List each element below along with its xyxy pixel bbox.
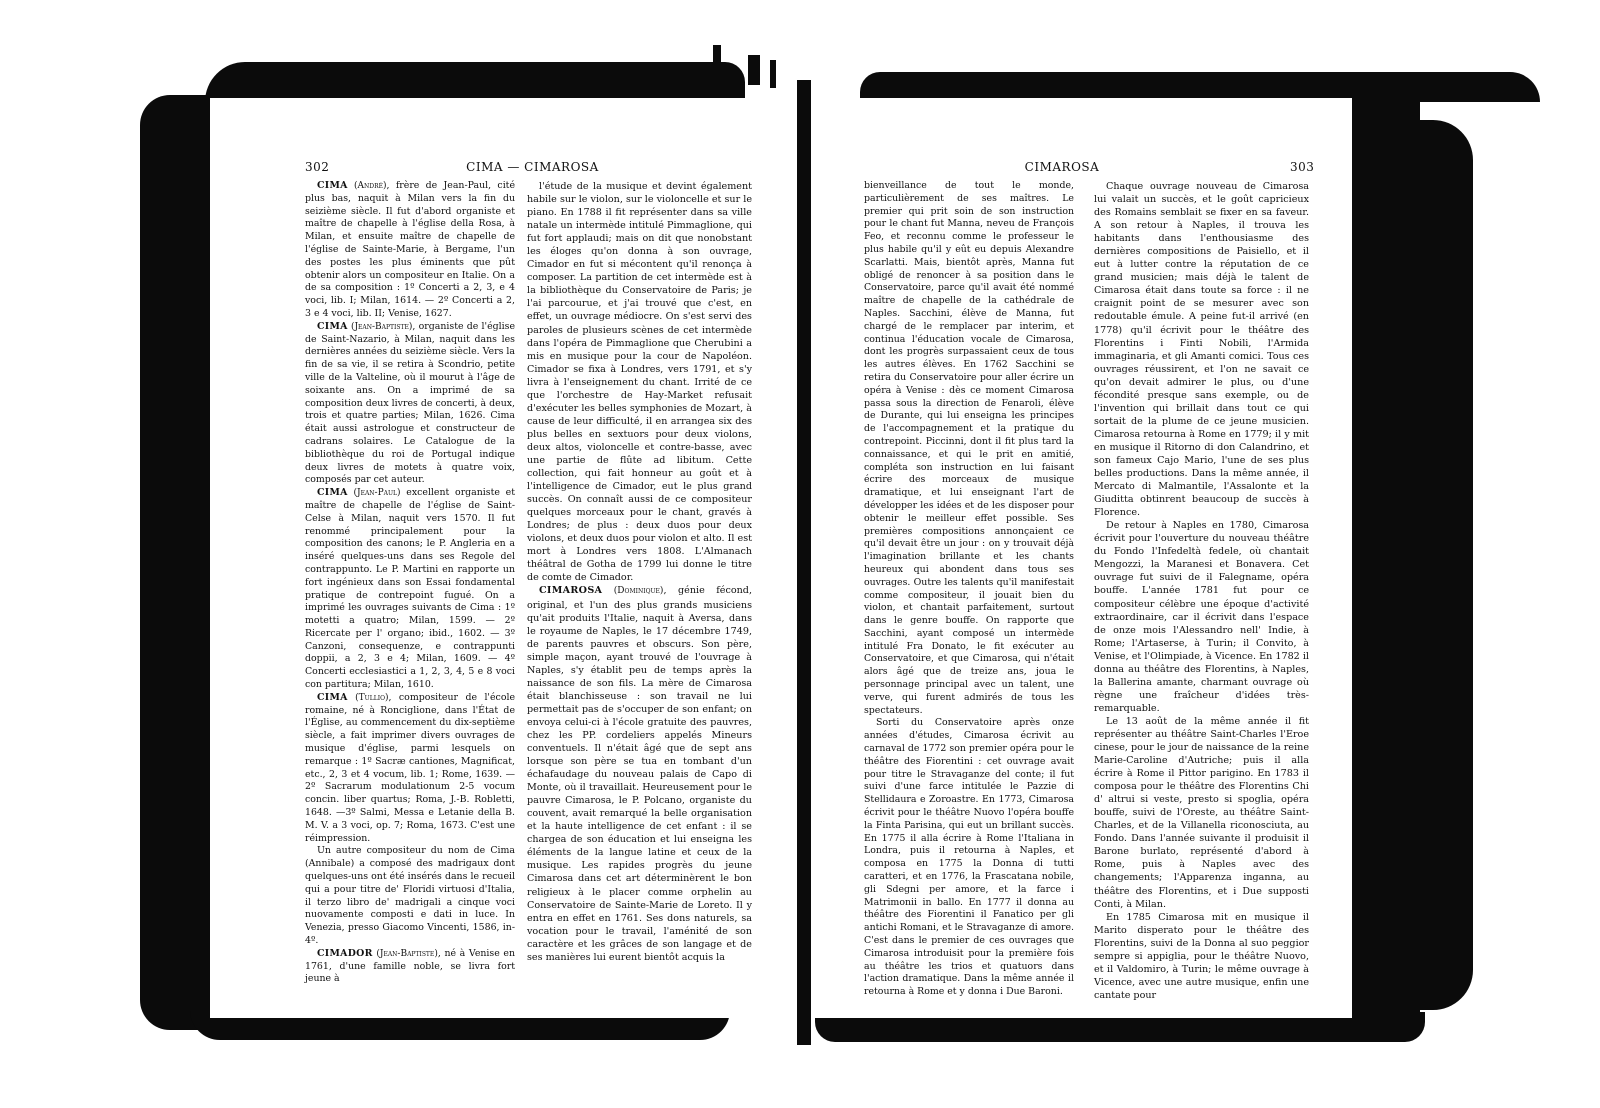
paragraph bbox=[1094, 519, 1309, 715]
scan-shadow-right bbox=[1350, 90, 1420, 1030]
paragraph bbox=[1094, 180, 1309, 519]
dictionary-entry bbox=[305, 948, 515, 986]
running-head bbox=[812, 160, 1352, 178]
text-column-2 bbox=[1094, 180, 1309, 1002]
scan-mark bbox=[770, 60, 776, 88]
scan-mark bbox=[713, 45, 721, 90]
text-column-2 bbox=[527, 180, 752, 964]
dictionary-entry bbox=[305, 180, 515, 321]
entry-forename: (Dominique) bbox=[613, 586, 664, 597]
scan-shadow-top-left bbox=[205, 62, 745, 102]
paragraph bbox=[1094, 715, 1309, 911]
entry-headword: CIMAROSA bbox=[539, 585, 603, 597]
entry-text: , né à Venise en 1761, d'une famille noble, se livra fort jeune à bbox=[305, 947, 516, 985]
entry-text: , organiste de l'église de Saint-Nazario, à Milan, naquit dans les dernières années du seizième siècle. Vers la fin de sa vie, il se retira à Scondrio, petite ville de la Valteline, où il mourut à l'âge de soixante ans. On a imprimé de sa composition deux livres de concerti, à deux, trois et quatre parties; Milan, 1626. Cima était aussi astrologue et constructeur de cadrans solaires. Le Catalogue de la bibliothèque du roi de Portugal indique deux livres de motets à quatre voix, composés par cet auteur. bbox=[305, 320, 515, 486]
entry-text: , compositeur de l'école romaine, né à Ronciglione, dans l'État de l'Église, au commencement du dix-septième siècle, a fait imprimer divers ouvrages de musique d'église, parmi lesquels on remarque : 1º Sacræ cantiones, Magnificat, etc., 2, 3 et 4 vocum, lib. 1; Rome, 1639. — 2º Sacrarum modulationum 2-5 vocum concin. liber quartus; Roma, J.-B. Robletti, 1648. —3º Salmi, Messa e Letanie della B. M. V. a 3 voci, op. 7; Roma, 1673. C'est une réimpression. bbox=[305, 691, 516, 844]
entry-text: Chaque ouvrage nouveau de Cimarosa lui valait un succès, et le goût capricieux des Romains semblait se fixer en sa faveur. A son retour à Naples, il trouva les habitants dans l'enthousiasme des dernières compositions de Paisiello, et il eut à lutter contre la réputation de ce grand musicien; mais déjà le talent de Cimarosa était dans toute sa force : il ne craignit point de se mesurer avec son redoutable émule. A peine fut-il arrivé (en 1778) qu'il écrivit pour le théâtre des Florentins i Finti Nobili, l'Armida immaginaria, et gli Amanti comici. Tous ces ouvrages réussirent, et l'on ne savait ce qu'on devait admirer le plus, ou d'une fécondité presque sans exemple, ou de l'invention qui brillait dans tout ce qui sortait de la plume de ce jeune musicien. Cimarosa retourna à Rome en 1779; il y mit en musique il Ritorno di don Calandrino, et son fameux Cajo Mario, l'une de ses plus belles productions. Dans la même année, il Mercato di Malmantile, l'Assalonte et la Giuditta obtinrent beaucoup de succès à Florence. bbox=[1094, 181, 1309, 519]
text-column-1 bbox=[864, 180, 1074, 999]
scan-mark bbox=[748, 55, 760, 85]
entry-text: En 1785 Cimarosa mit en musique il Marito disperato pour le théâtre des Florentins, suivi de la Donna al suo peggior sempre si appiglia, pour le théâtre Nuovo, et il Valdomiro, à Turin; le même ouvrage à Vicence, avec une autre musique, enfin une cantate pour bbox=[1094, 911, 1309, 1001]
entry-headword: CIMA bbox=[317, 320, 348, 332]
paragraph bbox=[305, 845, 515, 947]
entry-text: l'étude de la musique et devint également habile sur le violon, sur le violoncelle et sur le piano. En 1788 il fit représenter dans sa ville natale un intermède intitulé Pimmaglione, qui fut fort applaudi; mais on dit que nonobstant les éloges qu'on donna à son ouvrage, Cimador en fut si mécontent qu'il renonça à composer. La partition de cet intermède est à la bibliothèque du Conservatoire de Paris; je l'ai parcourue, et j'ai trouvé que c'est, en effet, un ouvrage médiocre. On s'est servi des paroles de plusieurs scènes de cet intermède dans l'opéra de Pimmaglione que Cherubini a mis en musique pour la cour de Napoléon. Cimador se fixa à Londres, vers 1791, et s'y livra à l'enseignement du chant. Irrité de ce que l'orchestre de Hay-Market refusait d'exécuter les belles symphonies de Mozart, à cause de leur difficulté, il en arrangea six des plus belles en sextuors pour deux violons, deux altos, violoncelle et contre-basse, avec une partie de flûte ad libitum. Cette collection, qui fait honneur au goût et à l'intelligence de Cimador, eut le plus grand succès. On connaît aussi de ce compositeur quelques morceaux pour le chant, gravés à Londres; de plus : deux duos pour deux violons, et deux duos pour violon et alto. Il est mort à Londres vers 1808. L'Almanach théâtral de Gotha de 1799 lui donne le titre de comte de Cimador. bbox=[527, 181, 752, 584]
running-head bbox=[210, 160, 795, 178]
entry-headword: CIMA bbox=[317, 691, 348, 703]
entry-headword: CIMA bbox=[317, 180, 348, 191]
scan-shadow-left bbox=[140, 95, 210, 1030]
entry-text: Le 13 août de la même année il fit représenter au théâtre Saint-Charles l'Eroe cinese, pour le jour de naissance de la reine Marie-Caroline d'Autriche; puis il alla écrire à Rome il Pittor parigino. En 1783 il composa pour le théâtre des Florentins Chi d' altrui si veste, presto si spoglia, opéra bouffe, suivi de l'Oreste, au théâtre Saint-Charles, et de la Villanella riconosciuta, au Fondo. Dans l'année suivante il produisit il Barone burlato, représenté d'abord à Rome, puis à Naples avec des changements; l'Apparenza inganna, au théâtre des Florentins, et i Due supposti Conti, à Milan. bbox=[1094, 715, 1309, 910]
entry-headword: CIMA bbox=[317, 487, 348, 499]
entry-text: Sorti du Conservatoire après onze années d'études, Cimarosa écrivit au carnaval de 1772 son premier opéra pour le théâtre des Fiorentini : cet ouvrage avait pour titre le Stravaganze del conte; il fut suivi d'une farce intitulée le Pazzie di Stellidaura e Zoroastre. En 1773, Cimarosa écrivit pour le théâtre Nuovo l'opéra bouffe la Finta Parisina, qui eut un brillant succès. En 1775 il alla écrire à Rome l'Italiana in Londra, puis il retourna à Naples, et composa en 1775 la Donna di tutti caratteri, et en 1776, la Frascatana nobile, gli Sdegni per amore, et la farce i Matrimonii in ballo. En 1777 il donna au théâtre des Fiorentini il Fanatico per gli antichi Romani, et le Stravaganze di amore. C'est dans le premier de ces ouvrages que Cimarosa introduisit pour la première fois au théâtre les trios et quatuors dans l'action dramatique. Dans la même année il retourna à Rome et y donna i Due Baroni. bbox=[864, 717, 1074, 998]
running-title: CIMA — CIMAROSA bbox=[466, 160, 599, 174]
running-title: CIMAROSA bbox=[1024, 160, 1100, 174]
entry-text: Un autre compositeur du nom de Cima (Annibale) a composé des madrigaux dont quelques-uns ont été insérés dans le recueil qui a pour titre de' Floridi virtuosi d'Italia, il terzo libro de' madrigali a cinque voci nuovamente composti e dati in luce. In Venezia, presso Giacomo Vincenti, 1586, in-4º. bbox=[305, 845, 515, 947]
entry-text: , frère de Jean-Paul, cité plus bas, naquit à Milan vers la fin du seizième siècle. Il fut d'abord organiste et maître de chapelle à l'église della Rosa, à Milan, et ensuite maître de chapelle de l'église de Sainte-Marie, à Bergame, l'un des postes les plus éminents que pût obtenir alors un compositeur en Italie. On a de sa composition : 1º Concerti a 2, 3, e 4 voci, lib. I; Milan, 1614. — 2º Concerti a 2, 3 e 4 voci, lib. II; Venise, 1627. bbox=[305, 180, 516, 319]
entry-text: bienveillance de tout le monde, particulièrement de ses maîtres. Le premier qui prit soin de son instruction pour le chant fut Manna, neveu de François Feo, et reconnu comme le professeur le plus habile qu'il y eût eu depuis Alexandre Scarlatti. Mais, bientôt après, Manna fut obligé de renoncer à sa position dans le Conservatoire, parce qu'il avait été nommé maître de chapelle de la cathédrale de Naples. Sacchini, élève de Manna, fut chargé de le remplacer par interim, et continua l'éducation vocale de Cimarosa, dont les progrès surpassaient ceux de tous les autres élèves. En 1762 Sacchini se retira du Conservatoire pour aller écrire un opéra à Venise : dès ce moment Cimarosa passa sous la direction de Fenaroli, élève de Durante, qui lui enseigna les principes de l'accompagnement et la pratique du contrepoint. Piccinni, dont il fit plus tard la connaissance, et qui le prit en amitié, compléta son instruction en lui faisant écrire des morceaux de musique dramatique, et lui enseignant l'art de développer les idées et de les disposer pour obtenir le meilleur effet possible. Ses premières compositions annonçaient ce qu'il devait être un jour : on y trouvait déjà l'imagination brillante et les chants heureux qui abondent dans tous ses ouvrages. Outre les talents qu'il manifestait comme compositeur, il jouait bien du violon, et chantait parfaitement, surtout dans le genre bouffe. On rapporte que Sacchini, ayant composé un intermède intitulé Fra Donato, le fit exécuter au Conservatoire, et que Cimarosa, qui n'était alors âgé que de treize ans, joua le personnage principal avec un talent, une verve, qui furent admirés de tous les spectateurs. bbox=[864, 180, 1074, 716]
page-number: 303 bbox=[1290, 160, 1315, 174]
entry-forename: (Tullio) bbox=[355, 692, 389, 703]
paragraph bbox=[864, 180, 1074, 717]
text-column-1 bbox=[305, 180, 515, 986]
left-page bbox=[210, 98, 795, 1018]
scan-mark bbox=[705, 1022, 712, 1034]
dictionary-entry bbox=[305, 321, 515, 487]
paragraph bbox=[527, 180, 752, 584]
entry-forename: (Jean-Baptiste) bbox=[376, 948, 438, 959]
page-number: 302 bbox=[305, 160, 330, 174]
entry-headword: CIMADOR bbox=[317, 947, 373, 959]
entry-forename: (Jean-Paul) bbox=[353, 488, 401, 499]
paragraph bbox=[1094, 911, 1309, 1002]
entry-text: De retour à Naples en 1780, Cimarosa écrivit pour l'ouverture du nouveau théâtre du Fondo l'Infedeltà fedele, où chantait Mengozzi, la Maranesi et Bonavera. Cet ouvrage fut suivi de il Falegname, opéra bouffe. L'année 1781 fut pour ce compositeur célèbre une époque d'activité extraordinaire, car il écrivit dans l'espace de onze mois l'Alessandro nell' Indie, à Rome; l'Artaserse, à Turin; il Convito, à Venise, et l'Olimpiade, à Vicence. En 1782 il donna au théâtre des Florentins, à Naples, la Ballerina amante, charmant ouvrage où règne une fraîcheur d'idées très-remarquable. bbox=[1094, 520, 1309, 714]
book-spine bbox=[797, 80, 811, 1045]
entry-text: , génie fécond, original, et l'un des plus grands musiciens qu'ait produits l'Italie, naquit à Aversa, dans le royaume de Naples, le 17 décembre 1749, de parents pauvres et obscurs. Son père, simple maçon, ayant trouvé de l'ouvrage à Naples, s'y établit peu de temps après la naissance de son fils. La mère de Cimarosa était blanchisseuse : son travail ne lui permettait pas de s'occuper de son enfant; on envoya celui-ci à l'école gratuite des pauvres, chez les PP. cordeliers appelés Mineurs conventuels. Il n'était âgé que de sept ans lorsque son père se tua en tombant d'un échafaudage du nouveau palais de Capo di Monte, où il travaillait. Heureusement pour le pauvre Cimarosa, le P. Polcano, organiste du couvent, avait remarqué la belle organisation et la haute intelligence de cet enfant : il se chargea de son éducation et lui enseigna les éléments de la langue latine et ceux de la musique. Les rapides progrès du jeune Cimarosa dans cet art déterminèrent le bon religieux à le placer comme orphelin au Conservatoire de Sainte-Marie de Loreto. Il y entra en effet en 1761. Ses dons naturels, sa vocation pour le travail, l'aménité de son caractère et les grâces de son langage et de ses manières lui eurent bientôt acquis la bbox=[527, 585, 752, 963]
dictionary-entry bbox=[527, 584, 752, 963]
paragraph bbox=[864, 717, 1074, 999]
dictionary-entry bbox=[305, 692, 515, 846]
dictionary-entry bbox=[305, 487, 515, 692]
scan-shadow-right-edge bbox=[1418, 120, 1473, 1010]
entry-text: excellent organiste et maître de chapelle de l'église de Saint-Celse à Milan, naquit vers 1570. Il fut renommé principalement pour la composition des canons; le P. Angleria en a inséré quelques-uns dans ses Regole del contrappunto. Le P. Martini en rapporte un fort ingénieux dans son Essai fondamental pratique de contrepoint fugué. On a imprimé les ouvrages suivants de Cima : 1º motetti a quatro; Milan, 1599. — 2º Ricercate per l' organo; ibid., 1602. — 3º Canzoni, consequenze, e contrappunti doppii, a 2, 3 e 4; Milan, 1609. — 4º Concerti ecclesiastici a 1, 2, 3, 4, 5 e 8 voci con partitura; Milan, 1610. bbox=[305, 487, 515, 691]
entry-forename: (André) bbox=[354, 181, 387, 191]
entry-forename: (Jean-Baptiste) bbox=[350, 321, 413, 332]
right-page bbox=[812, 98, 1352, 1018]
